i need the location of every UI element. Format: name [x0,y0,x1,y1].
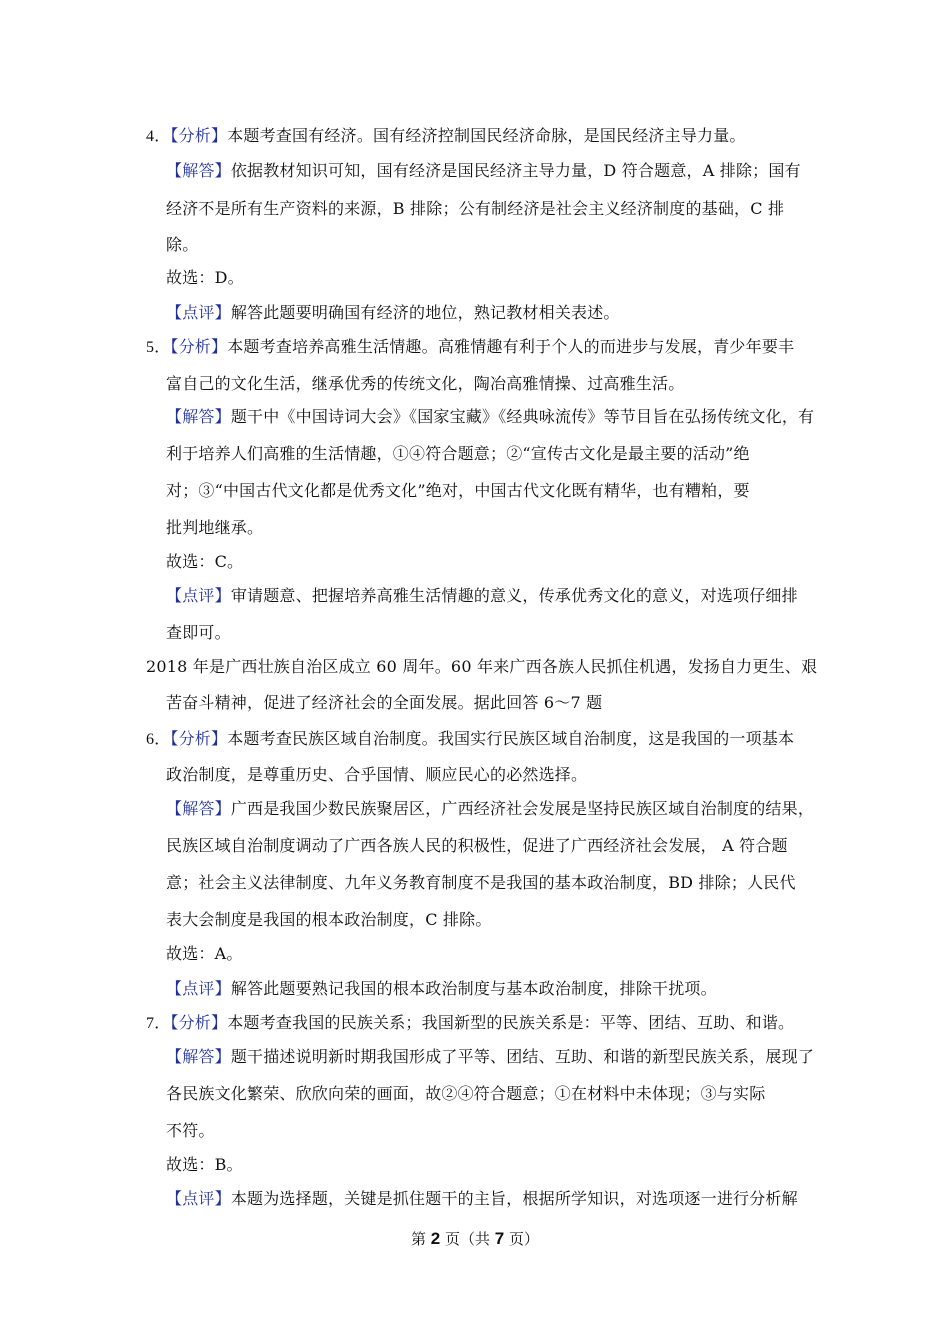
q7-jieda-line-3: 不符。 [166,1121,215,1140]
q5-dianping-tag: 【点评】 [166,586,231,605]
material-line-1: 2018 年是广西壮族自治区成立 60 周年。60 年来广西各族人民抓住机遇，发扬自力更生、艰 [146,657,818,676]
q4-answer: 故选：D。 [166,268,244,287]
q4-dianping-text: 解答此题要明确国有经济的地位，熟记教材相关表述。 [230,303,620,322]
q6-jieda-line-2: 民族区域自治制度调动了广西各族人民的积极性，促进了广西经济社会发展， A 符合题 [166,836,788,855]
q5-jieda-line-2: 利于培养人们高雅的生活情趣，①④符合题意；②“宣传古文化是最主要的活动”绝 [166,444,750,463]
q6-fenxi-text-1: 本题考查民族区域自治制度。我国实行民族区域自治制度，这是我国的一项基本 [227,729,795,748]
q7-fenxi-tag: 【分析】 [170,1013,228,1032]
q6-dianping-text: 解答此题要熟记我国的根本政治制度与基本政治制度，排除干扰项。 [230,979,717,998]
q4-dianping-line [166,302,620,324]
footer-middle: 页（共 [440,1230,495,1248]
q4-fenxi-tag: 【分析】 [170,126,228,145]
q5-fenxi-tag: 【分析】 [170,337,228,356]
q4-jieda-line-2: 经济不是所有生产资料的来源，B 排除；公有制经济是社会主义经济制度的基础，C 排 [166,199,785,218]
q4-jieda-tag: 【解答】 [166,161,231,180]
q5-number: 5． [146,339,171,356]
q4-jieda-line-3: 除。 [166,235,199,254]
q7-jieda-tag: 【解答】 [166,1047,231,1066]
q5-jieda-line-1 [166,406,814,428]
q7-dianping-line [166,1188,798,1210]
q5-jieda-line-3: 对；③“中国古代文化都是优秀文化”绝对，中国古代文化既有精华，也有糟粕，要 [166,481,750,500]
q6-answer: 故选：A。 [166,944,243,963]
q5-fenxi-line-2: 富自己的文化生活，继承优秀的传统文化，陶冶高雅情操、过高雅生活。 [166,374,685,393]
q5-jieda-text-1: 题干中《中国诗词大会》《国家宝藏》《经典咏流传》等节目旨在弘扬传统文化，有 [230,407,815,426]
page-footer [0,1228,950,1250]
q4-fenxi-line [146,125,746,148]
q4-fenxi-text: 本题考查国有经济。国有经济控制国民经济命脉，是国民经济主导力量。 [227,126,746,145]
q5-dianping-line-1 [166,585,798,607]
q7-jieda-line-1 [166,1046,814,1068]
footer-prefix: 第 [410,1230,431,1248]
q7-dianping-text: 本题为选择题，关键是抓住题干的主旨，根据所学知识，对选项逐一进行分析解 [230,1189,798,1208]
material-line-2: 苦奋斗精神，促进了经济社会的全面发展。据此回答 6～7 题 [166,693,603,712]
q6-jieda-line-1 [166,798,814,820]
q5-dianping-text-1: 审请题意、把握培养高雅生活情趣的意义，传承优秀文化的意义，对选项仔细排 [230,586,798,605]
q7-number: 7． [146,1015,171,1032]
q6-dianping-tag: 【点评】 [166,979,231,998]
q6-jieda-line-3: 意；社会主义法律制度、九年义务教育制度不是我国的基本政治制度，BD 排除；人民代 [166,873,796,892]
q6-fenxi-line-1 [146,728,794,751]
q5-jieda-tag: 【解答】 [166,407,231,426]
q6-jieda-text-1: 广西是我国少数民族聚居区，广西经济社会发展是坚持民族区域自治制度的结果， [230,799,815,818]
q5-dianping-line-2: 查即可。 [166,623,231,642]
q6-jieda-line-4: 表大会制度是我国的根本政治制度，C 排除。 [166,910,492,929]
q7-jieda-text-1: 题干描述说明新时期我国形成了平等、团结、互助、和谐的新型民族关系，展现了 [230,1047,815,1066]
footer-page-number: 2 [430,1229,441,1248]
footer-suffix: 页） [504,1230,540,1248]
q5-jieda-line-4: 批判地继承。 [166,518,264,537]
q4-number: 4． [146,128,171,145]
q5-fenxi-line-1 [146,336,794,359]
q6-number: 6． [146,731,171,748]
q5-fenxi-text-1: 本题考查培养高雅生活情趣。高雅情趣有利于个人的而进步与发展，青少年要丰 [227,337,795,356]
q7-answer: 故选：B。 [166,1155,243,1174]
q7-jieda-line-2: 各民族文化繁荣、欣欣向荣的画面，故②④符合题意；①在材料中未体现；③与实际 [166,1084,766,1103]
q6-fenxi-tag: 【分析】 [170,729,228,748]
q7-dianping-tag: 【点评】 [166,1189,231,1208]
q6-dianping-line [166,978,717,1000]
q6-fenxi-line-2: 政治制度，是尊重历史、合乎国情、顺应民心的必然选择。 [166,765,588,784]
q5-answer: 故选：C。 [166,552,244,571]
q4-dianping-tag: 【点评】 [166,303,231,322]
footer-total-pages: 7 [494,1229,505,1248]
q7-fenxi-line [146,1012,794,1035]
q4-jieda-line-1 [166,160,801,182]
q4-jieda-text-1: 依据教材知识可知，国有经济是国民经济主导力量，D 符合题意，A 排除；国有 [230,161,801,180]
q7-fenxi-text: 本题考查我国的民族关系；我国新型的民族关系是：平等、团结、互助、和谐。 [227,1013,795,1032]
q6-jieda-tag: 【解答】 [166,799,231,818]
